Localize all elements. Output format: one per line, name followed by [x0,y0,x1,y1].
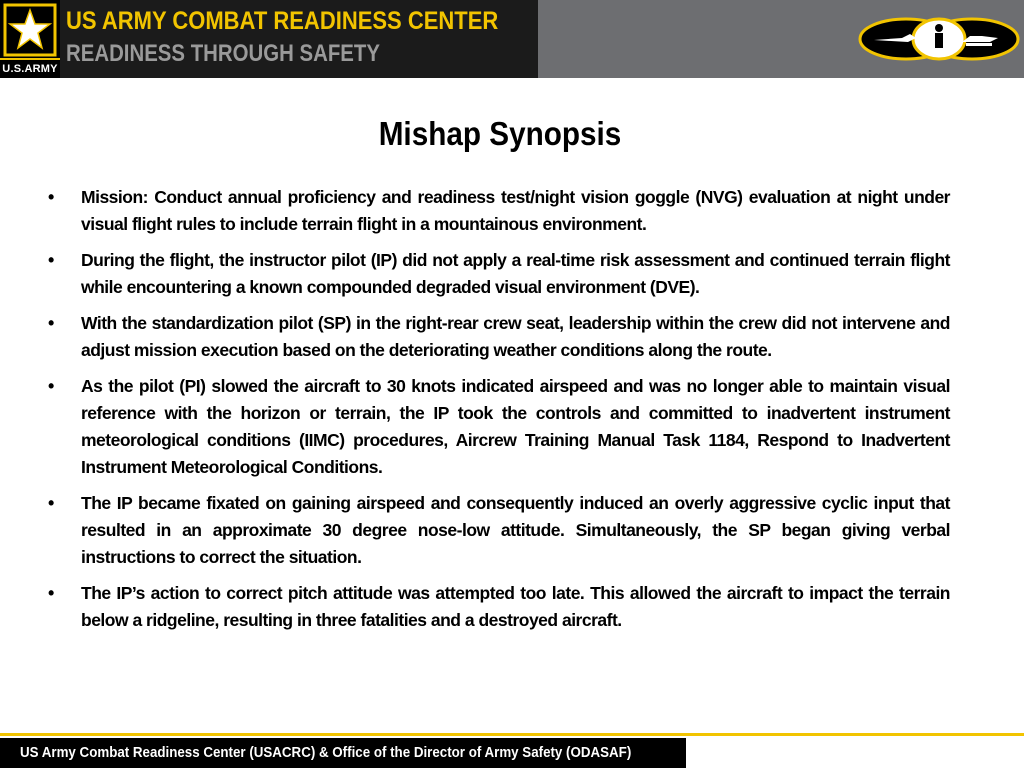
bullet-text: The IP’s action to correct pitch attitude was attempted too late. This allowed the aircraft to impact the terrain below a ridgeline, resulting in three fatalities and a destroyed aircraft. [81,583,950,630]
bullet-item [48,310,950,364]
army-logo-text: U.S.ARMY [0,58,60,78]
bullet-marker: • [48,313,55,333]
slide-title: Mishap Synopsis [378,115,622,152]
bullet-item [48,490,950,571]
synopsis-bullet-list [48,184,950,643]
header-bar [0,0,1024,78]
bullet-marker: • [48,250,55,270]
footer-text: US Army Combat Readiness Center (USACRC) & Office of the Director of Army Safety (ODASAF) [20,745,632,761]
footer-bar [0,738,686,768]
safety-emblem-icon [858,16,1020,62]
bullet-text: As the pilot (PI) slowed the aircraft to 30 knots indicated airspeed and was no longer able to maintain visual reference with the horizon or terrain, the IP took the controls and committed to inadvertent instrument meteorological conditions (IIMC) procedures, Aircrew Training Manual Task 1184, Respond to Inadvertent Instrument Meteorological Conditions. [81,376,950,477]
army-logo [0,0,60,78]
bullet-text: With the standardization pilot (SP) in the right-rear crew seat, leadership within the crew did not intervene and adjust mission execution based on the deteriorating weather conditions along the route. [81,313,950,360]
header-subtitle: READINESS THROUGH SAFETY [66,40,380,67]
bullet-text: The IP became fixated on gaining airspeed and consequently induced an overly aggressive cyclic input that resulted in an approximate 30 degree nose-low attitude. Simultaneously, the SP began giving verbal instructions to correct the situation. [81,493,950,567]
bullet-item [48,247,950,301]
bullet-text: Mission: Conduct annual proficiency and readiness test/night vision goggle (NVG) evaluation at night under visual flight rules to include terrain flight in a mountainous environment. [81,187,950,234]
header-title: US ARMY COMBAT READINESS CENTER [66,7,499,35]
bullet-item [48,184,950,238]
bullet-text: During the flight, the instructor pilot (IP) did not apply a real-time risk assessment and continued terrain flight while encountering a known compounded degraded visual environment (DVE). [81,250,950,297]
bullet-marker: • [48,187,55,207]
bullet-item [48,580,950,634]
bullet-marker: • [48,493,55,513]
bullet-item [48,373,950,481]
header-title-panel [0,0,538,78]
footer-divider [0,733,1024,736]
bullet-marker: • [48,376,55,396]
army-star-icon [2,2,58,58]
bullet-marker: • [48,583,55,603]
